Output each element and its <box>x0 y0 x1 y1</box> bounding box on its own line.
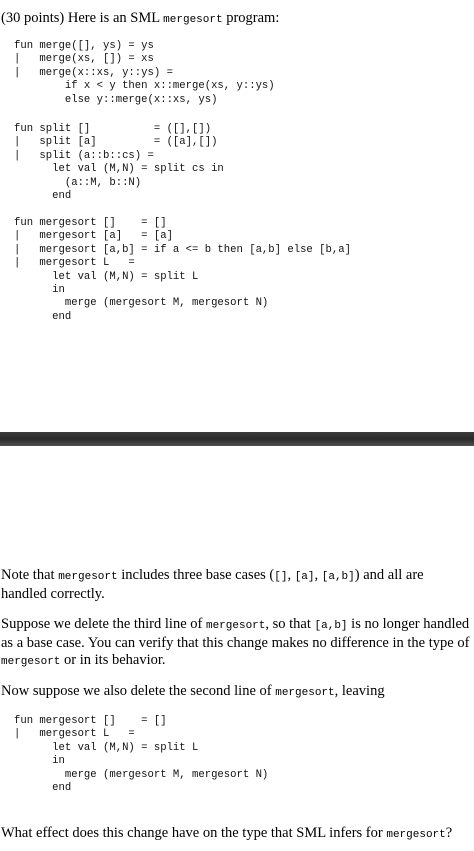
mergesort-function-code: fun mergesort [] = [] | mergesort [a] = [a] | mergesort [a,b] = if a <= b then [a,b] else [b,a] | mergesort L = let val (M,N) = split L in merge (mergesort M, mergesort N) end <box>14 217 351 323</box>
suppose-paragraph: Suppose we delete the third line of mergesort, so that [a,b] is no longer handled as a base case. You can verify that this change makes no difference in the type of mergesort or in its behavior. <box>1 616 470 668</box>
section-divider <box>0 432 474 446</box>
now-paragraph: Now suppose we also delete the second line of mergesort, leaving <box>1 683 385 699</box>
base-cases-note: Note that mergesort includes three base cases ([], [a], [a,b]) and all are handled correctly. <box>1 567 424 602</box>
split-function-code: fun split [] = ([],[]) | split [a] = ([a],[]) | split (a::b::cs) = let val (M,N) = split cs in (a::M, b::N) end <box>14 123 224 203</box>
reduced-mergesort-code: fun mergesort [] = [] | mergesort L = let val (M,N) = split L in merge (mergesort M, mergesort N) end <box>14 715 269 795</box>
merge-function-code: fun merge([], ys) = ys | merge(xs, []) = xs | merge(x::xs, y::ys) = if x < y then x::merge(xs, y::ys) else y::merge(x::xs, ys) <box>14 40 275 106</box>
intro-text: (30 points) Here is an SML mergesort program: <box>1 10 280 26</box>
question-text: What effect does this change have on the type that SML infers for mergesort? <box>1 825 453 841</box>
